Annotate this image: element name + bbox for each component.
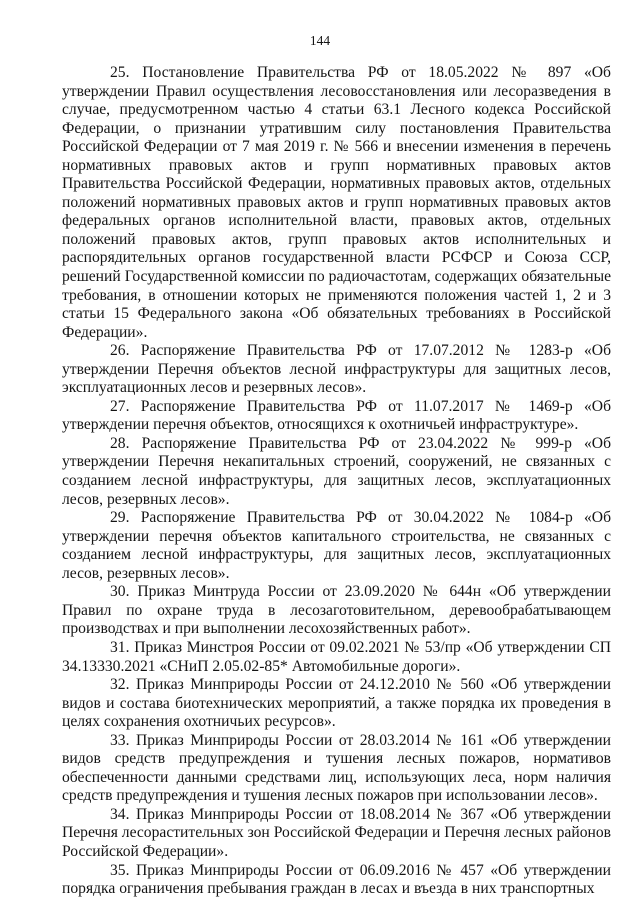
list-item: 25. Постановление Правительства РФ от 18.05.2022 № 897 «Об утверждении Правил осуществления лесовосстановления или лесоразведения в случае, предусмотренном частью 4 статьи 63.1 Лесного кодекса Российской Федерации, о признании утратившим силу постановления Правительства Российской Федерации от 7 мая 2019 г. № 566 и внесении изменения в перечень нормативных правовых актов и групп нормативных правовых актов Правительства Российской Федерации, нормативных правовых актов, отдельных положений нормативных правовых актов и групп нормативных правовых актов федеральных органов исполнительной власти, правовых актов, отдельных положений правовых актов, групп правовых актов исполнительных и распорядительных органов государственной власти РСФСР и Союза ССР, решений Государственной комиссии по радиочастотам, содержащих обязательные требования, в отношении которых не применяются положения частей 1, 2 и 3 статьи 15 Федерального закона «Об обязательных требованиях в Российской Федерации». <box>62 64 611 341</box>
list-item: 28. Распоряжение Правительства РФ от 23.04.2022 № 999-р «Об утверждении Перечня некапитальных строений, сооружений, не связанных с созданием лесной инфраструктуры, для защитных лесов, эксплуатационных лесов, резервных лесов». <box>62 434 611 508</box>
list-item: 31. Приказ Минстроя России от 09.02.2021 № 53/пр «Об утверждении СП 34.13330.2021 «СНиП 2.05.02-85* Автомобильные дороги». <box>62 638 611 675</box>
list-item: 34. Приказ Минприроды России от 18.08.2014 № 367 «Об утверждении Перечня лесорастительных зон Российской Федерации и Перечня лесных районов Российской Федерации». <box>62 805 611 860</box>
list-item: 26. Распоряжение Правительства РФ от 17.07.2012 № 1283-р «Об утверждении Перечня объектов лесной инфраструктуры для защитных лесов, эксплуатационных лесов и резервных лесов». <box>62 342 611 397</box>
regulation-list <box>62 64 611 899</box>
list-item: 32. Приказ Минприроды России от 24.12.2010 № 560 «Об утверждении видов и состава биотехнических мероприятий, а также порядка их проведения в целях сохранения охотничьих ресурсов». <box>62 676 611 731</box>
list-item: 29. Распоряжение Правительства РФ от 30.04.2022 № 1084-р «Об утверждении перечня объектов капитального строительства, не связанных с созданием лесной инфраструктуры, для защитных лесов, эксплуатационных лесов, резервных лесов». <box>62 509 611 582</box>
page-number: 144 <box>309 33 331 48</box>
list-item: 35. Приказ Минприроды России от 06.09.2016 № 457 «Об утверждении порядка ограничения пребывания граждан в лесах и въезда в них транспортных <box>62 861 611 898</box>
list-item: 33. Приказ Минприроды России от 28.03.2014 № 161 «Об утверждении видов средств предупреждения и тушения лесных пожаров, нормативов обеспеченности данными средствами лиц, использующих леса, норм наличия средств предупреждения и тушения лесных пожаров при использовании лесов». <box>62 731 611 805</box>
list-item: 30. Приказ Минтруда России от 23.09.2020 № 644н «Об утверждении Правил по охране труда в лесозаготовительном, деревообрабатывающем производствах и при выполнении лесохозяйственных работ». <box>62 583 611 638</box>
list-item: 27. Распоряжение Правительства РФ от 11.07.2017 № 1469-р «Об утверждении перечня объектов, относящихся к охотничьей инфраструктуре». <box>62 397 611 434</box>
